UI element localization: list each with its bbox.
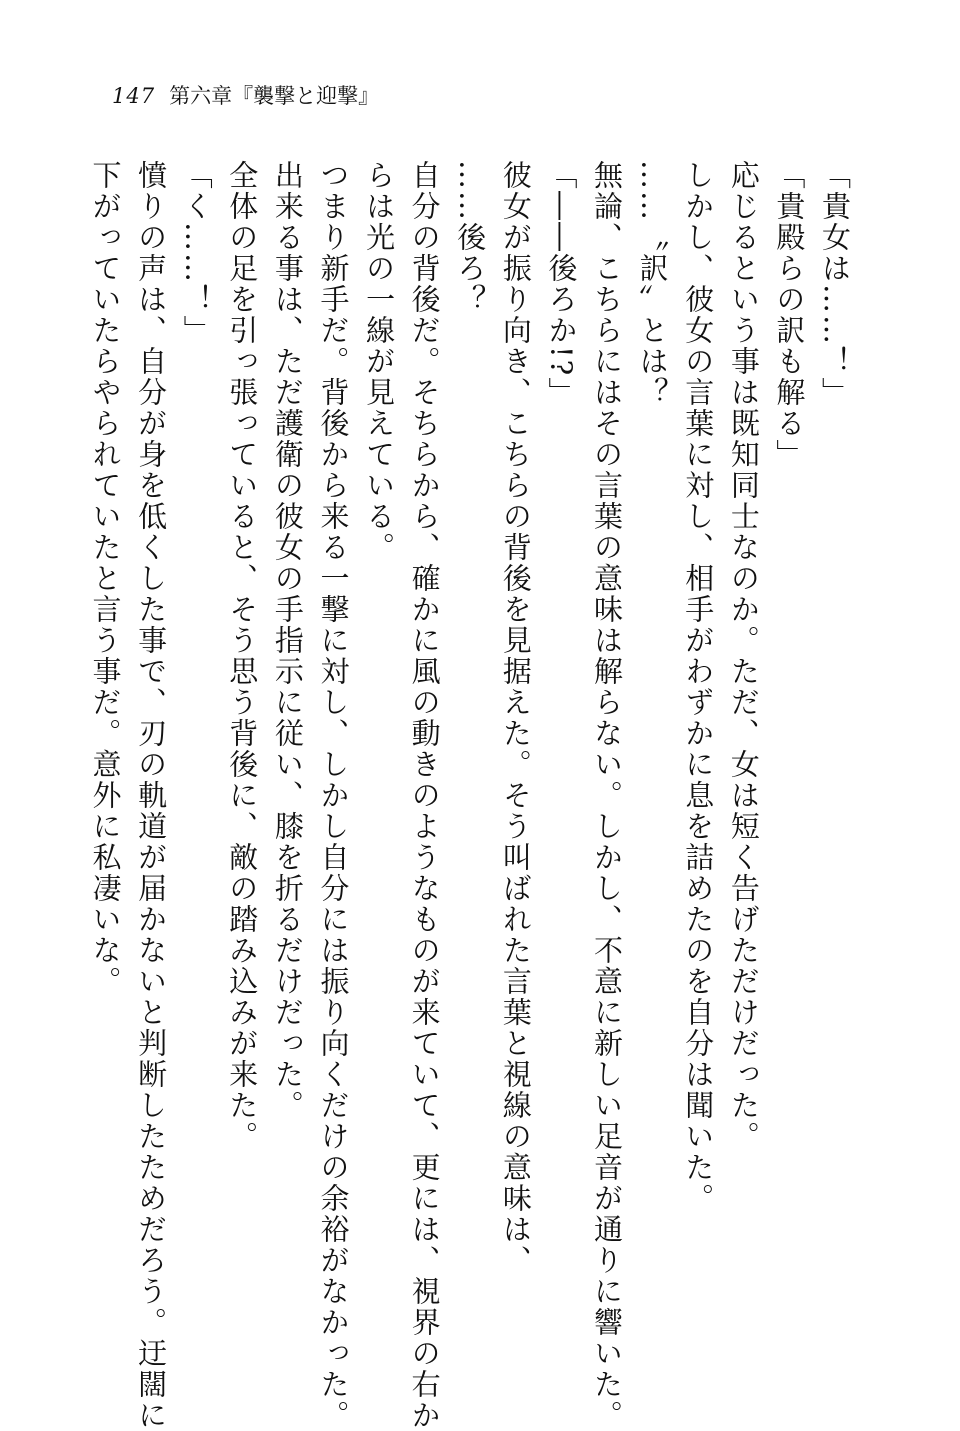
text-line: ……〝訳〟とは？ [635, 160, 670, 408]
text-line: 自分の背後だ。そちらから、確かに風の動きのようなものが来ていて、更には、視界の右か [407, 160, 442, 1431]
text-line: つまり新手だ。背後から来る一撃に対し、しかし自分には振り向くだけの余裕がなかった。 [316, 160, 351, 1431]
text-line: 「貴殿らの訳も解る」 [772, 160, 807, 470]
text-line: 下がっていたらやられていたと言う事だ。意外に私凄いな。 [88, 160, 123, 997]
text-line: 無論、こちらにはその言葉の意味は解らない。しかし、不意に新しい足音が通りに響いた。 [590, 160, 625, 1431]
text-line: 「く……！」 [179, 160, 214, 346]
text-line: 憤りの声は、自分が身を低くした事で、刃の軌道が届かないと判断したためだろう。迂闊に [134, 160, 169, 1431]
vertical-body-text [82, 160, 857, 1431]
text-line: 彼女が振り向き、こちらの背後を見据えた。そう叫ばれた言葉と視線の意味は、 [498, 160, 533, 1276]
chapter-title: 第六章『襲撃と迎撃』 [169, 84, 380, 108]
text-line: ……後ろ？ [453, 160, 488, 315]
text-line: 「――後ろか!?」 [544, 160, 579, 409]
text-line: 全体の足を引っ張っていると、そう思う背後に、敵の踏み込みが来た。 [225, 160, 260, 1152]
page-number: 147 [112, 84, 156, 108]
text-line: しかし、彼女の言葉に対し、相手がわずかに息を詰めたのを自分は聞いた。 [681, 160, 716, 1214]
running-header [112, 82, 379, 110]
text-line: 応じるという事は既知同士なのか。ただ、女は短く告げただけだった。 [726, 160, 761, 1152]
text-line: 「貴女は……！」 [818, 160, 852, 408]
text-line: 出来る事は、ただ護衛の彼女の手指示に従い、膝を折るだけだった。 [270, 160, 305, 1121]
text-line: らは光の一線が見えている。 [362, 160, 397, 563]
